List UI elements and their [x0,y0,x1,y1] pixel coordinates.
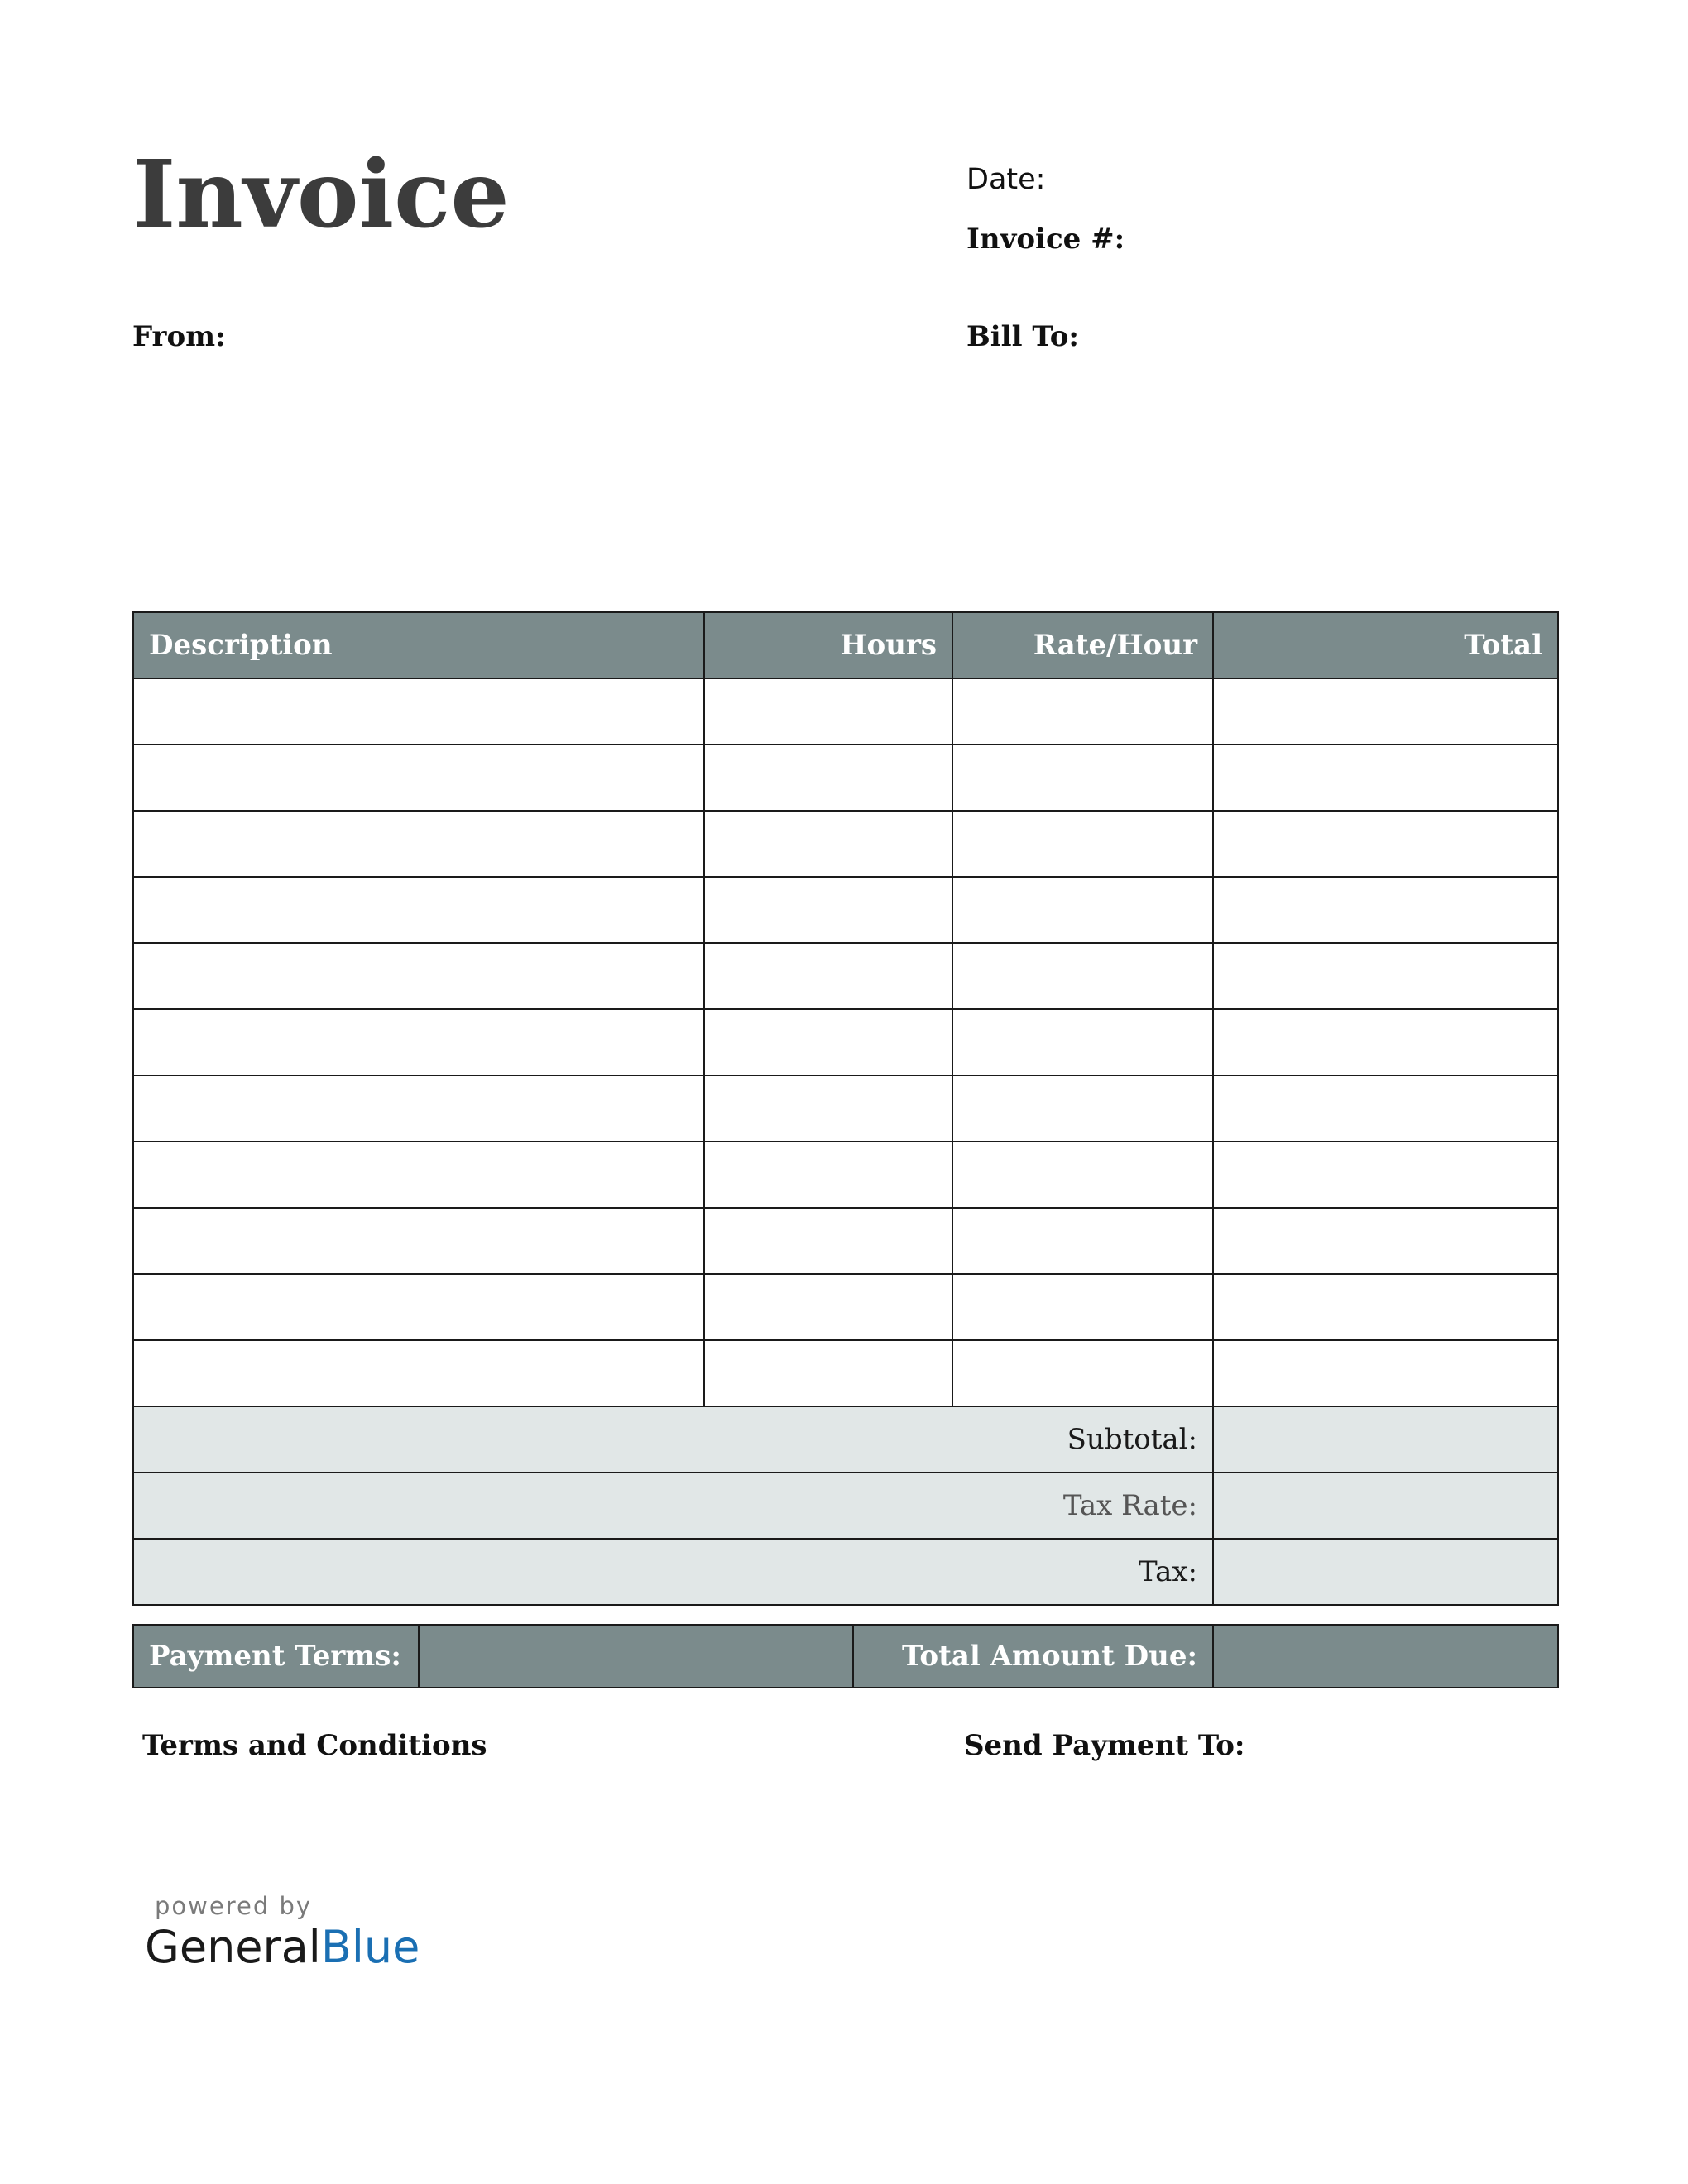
cell-description[interactable] [133,678,704,745]
cell-hours[interactable] [704,1274,952,1340]
subtotal-label: Subtotal: [133,1406,1213,1473]
brand-part-blue: Blue [320,1921,420,1973]
cell-total[interactable] [1213,1075,1558,1142]
table-row [133,1142,1558,1208]
bill-to-label: Bill To: [966,320,1079,353]
cell-hours[interactable] [704,1009,952,1075]
table-row [133,1274,1558,1340]
tax-rate-row [133,1473,1558,1539]
cell-rate[interactable] [952,1142,1213,1208]
table-row [133,745,1558,811]
cell-description[interactable] [133,811,704,877]
payment-terms-label: Payment Terms: [133,1625,419,1688]
tax-row [133,1539,1558,1605]
tax-value-cell[interactable] [1213,1539,1558,1605]
cell-description[interactable] [133,1274,704,1340]
cell-description[interactable] [133,1208,704,1274]
table-header-row [133,612,1558,678]
cell-rate[interactable] [952,745,1213,811]
cell-hours[interactable] [704,1075,952,1142]
tax-label: Tax: [133,1539,1213,1605]
cell-total[interactable] [1213,1274,1558,1340]
cell-rate[interactable] [952,678,1213,745]
invoice-number-label: Invoice #: [966,223,1125,256]
cell-rate[interactable] [952,877,1213,943]
cell-total[interactable] [1213,745,1558,811]
cell-description[interactable] [133,943,704,1009]
subtotal-row [133,1406,1558,1473]
cell-description[interactable] [133,877,704,943]
total-amount-due-value-cell[interactable] [1213,1625,1558,1688]
cell-rate[interactable] [952,1340,1213,1406]
cell-description[interactable] [133,1009,704,1075]
brand-part-general: General [145,1921,321,1973]
cell-total[interactable] [1213,1142,1558,1208]
subtotal-value-cell[interactable] [1213,1406,1558,1473]
cell-rate[interactable] [952,1009,1213,1075]
terms-and-conditions-label: Terms and Conditions [142,1729,487,1762]
cell-description[interactable] [133,1340,704,1406]
total-amount-due-label: Total Amount Due: [853,1625,1213,1688]
cell-description[interactable] [133,1075,704,1142]
cell-hours[interactable] [704,1208,952,1274]
cell-rate[interactable] [952,943,1213,1009]
tax-rate-value-cell[interactable] [1213,1473,1558,1539]
cell-total[interactable] [1213,877,1558,943]
cell-total[interactable] [1213,943,1558,1009]
cell-hours[interactable] [704,1340,952,1406]
cell-total[interactable] [1213,678,1558,745]
cell-description[interactable] [133,1142,704,1208]
cell-rate[interactable] [952,1208,1213,1274]
generalblue-logo [145,1921,420,1973]
column-header-hours: Hours [704,612,952,678]
table-row [133,1340,1558,1406]
payment-summary-bar [132,1624,1559,1688]
table-row [133,1009,1558,1075]
cell-hours[interactable] [704,943,952,1009]
cell-rate[interactable] [952,1274,1213,1340]
cell-hours[interactable] [704,678,952,745]
column-header-total: Total [1213,612,1558,678]
table-row [133,811,1558,877]
cell-total[interactable] [1213,1340,1558,1406]
cell-hours[interactable] [704,811,952,877]
table-row [133,678,1558,745]
column-header-description: Description [133,612,704,678]
tax-rate-label: Tax Rate: [133,1473,1213,1539]
cell-hours[interactable] [704,1142,952,1208]
table-row [133,877,1558,943]
cell-total[interactable] [1213,1009,1558,1075]
payment-terms-value-cell[interactable] [419,1625,853,1688]
table-row [133,1208,1558,1274]
cell-total[interactable] [1213,811,1558,877]
cell-description[interactable] [133,745,704,811]
invoice-title: Invoice [132,141,510,249]
line-items-table [132,611,1559,1606]
send-payment-to-label: Send Payment To: [964,1729,1245,1762]
powered-by-text: powered by [155,1892,313,1920]
cell-hours[interactable] [704,745,952,811]
table-row [133,1075,1558,1142]
cell-hours[interactable] [704,877,952,943]
table-row [133,943,1558,1009]
cell-rate[interactable] [952,811,1213,877]
date-label: Date: [966,163,1046,196]
column-header-rate: Rate/Hour [952,612,1213,678]
from-label: From: [132,320,226,353]
cell-total[interactable] [1213,1208,1558,1274]
cell-rate[interactable] [952,1075,1213,1142]
